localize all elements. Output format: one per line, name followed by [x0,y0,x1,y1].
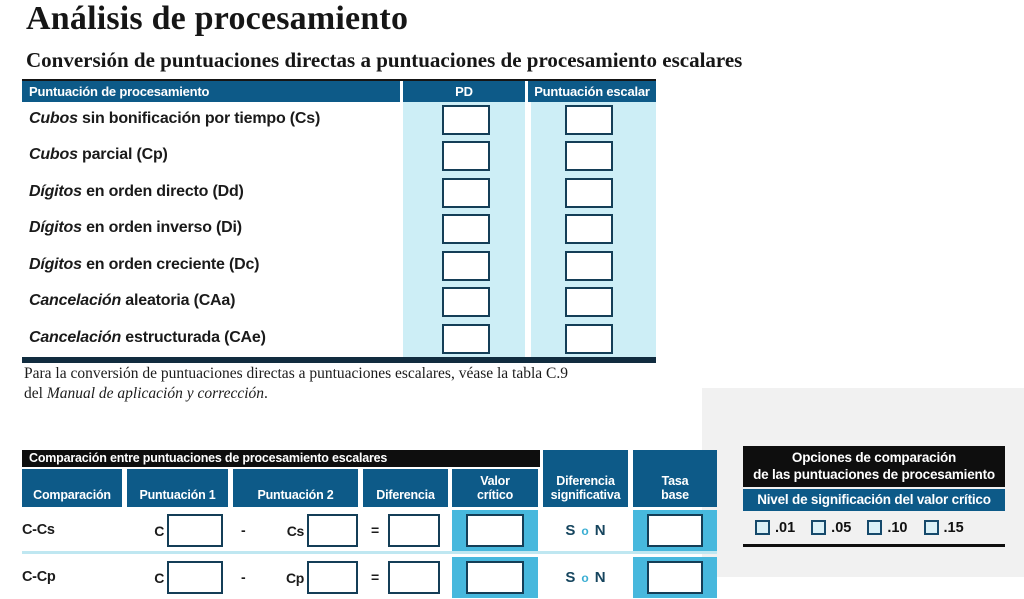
subtest-row-cae [22,321,656,357]
significant-difference-cell [543,509,628,552]
table-bottom-rule [22,357,656,363]
equals-sign: = [371,522,380,538]
subtest-name: Dígitos [29,219,82,237]
significance-checkbox[interactable] [867,520,882,535]
header-text: base [661,488,689,502]
pd-input[interactable] [442,178,490,208]
significance-checkbox[interactable] [924,520,939,535]
critical-value-cell [452,557,538,598]
score1-input[interactable] [167,561,223,594]
base-rate-cell [633,557,717,598]
significance-option-01 [755,520,795,536]
header-text: Valor [480,474,510,488]
subtest-descriptor: en orden creciente (Dc) [81,255,260,273]
subtest-name: Cancelación [29,328,122,346]
conversion-table-body [22,102,656,357]
significance-option-05 [811,520,851,536]
significance-level-label: .01 [775,519,796,536]
score1-prefix: C [154,523,164,539]
options-panel-title [743,446,1005,487]
score2-prefix: Cp [285,570,304,586]
scaled-score-input[interactable] [565,141,613,171]
pd-input[interactable] [442,141,490,171]
subtest-descriptor: aleatoria (CAa) [121,292,236,310]
header-text: Puntuación 1 [139,488,216,502]
significance-level-label: .10 [887,519,908,536]
conversion-footnote [24,364,568,403]
scaled-score-input[interactable] [565,214,613,244]
subtest-label [29,329,266,347]
significant-or-text: o [581,570,589,585]
subtest-row-dc [22,248,656,284]
header-text: Diferencia [376,488,435,502]
pd-input[interactable] [442,287,490,317]
subtest-name: Cubos [29,146,78,164]
footnote-line2-prefix: del [24,384,47,402]
minus-sign: - [241,569,246,585]
header-puntuacion-escalar: Puntuación escalar [534,84,650,99]
footnote-line2-suffix: . [264,384,268,402]
equals-sign: = [371,569,380,585]
comparison-label: C-Cs [22,522,55,538]
header-text: Diferencia [556,474,615,488]
critical-value-input[interactable] [466,561,524,594]
score1-prefix: C [154,570,164,586]
scaled-score-input[interactable] [565,251,613,281]
subtest-label [29,110,320,128]
subtest-name: Dígitos [29,255,82,273]
score2-input[interactable] [307,561,358,594]
significant-yes-option[interactable]: S [565,522,576,539]
scaled-score-input[interactable] [565,287,613,317]
base-rate-cell [633,510,717,551]
scaled-score-input[interactable] [565,324,613,354]
subtest-label [29,256,259,274]
header-pd: PD [400,81,528,102]
subtest-descriptor: estructurada (CAe) [121,328,266,346]
subtest-label [29,183,244,201]
header-puntuacion-1 [127,469,228,507]
significance-checkbox[interactable] [811,520,826,535]
significance-level-header: Nivel de significación del valor crítico [743,489,1005,511]
header-text: Comparación [33,488,111,502]
header-puntuacion-2 [233,469,358,507]
subtest-descriptor: parcial (Cp) [77,146,168,164]
critical-value-input[interactable] [466,514,524,547]
comparison-label: C-Cp [22,569,56,585]
subtest-row-caa [22,284,656,320]
subtest-row-dd [22,175,656,211]
critical-value-cell [452,510,538,551]
options-title-line2: de las puntuaciones de procesamiento [753,466,995,482]
footnote-manual-title: Manual de aplicación y corrección [46,384,265,402]
header-text: Puntuación 2 [257,488,334,502]
score2-prefix: Cs [286,523,304,539]
conversion-table [22,79,656,363]
subtest-label [29,219,242,237]
difference-input[interactable] [388,514,440,547]
significant-no-option[interactable]: N [594,522,606,539]
header-diferencia [363,469,448,507]
subtest-label [29,146,168,164]
options-title-line1: Opciones de comparación [791,450,957,465]
options-panel [743,446,1005,547]
header-text: crítico [476,488,514,502]
subtest-name: Cancelación [29,292,122,310]
significance-level-label: .05 [831,519,852,536]
header-valor-critico [452,469,538,507]
header-diferencia-significativa [543,450,628,507]
difference-input[interactable] [388,561,440,594]
subtest-row-di [22,211,656,247]
header-puntuacion-de-procesamiento: Puntuación de procesamiento [29,84,210,99]
section-subtitle: Conversión de puntuaciones directas a puntuaciones de procesamiento escalares [26,48,743,72]
pd-input[interactable] [442,214,490,244]
significance-option-15 [924,520,964,536]
significant-or-text: o [581,523,589,538]
comparison-row-c-cs [22,509,717,552]
row-separator [22,551,717,554]
subtest-label [29,292,235,310]
significance-checkbox[interactable] [755,520,770,535]
scaled-score-input[interactable] [565,105,613,135]
conversion-table-header [22,79,656,102]
comparison-band-title: Comparación entre puntuaciones de procesamiento escalares [22,450,540,467]
subtest-row-cs [22,102,656,138]
pd-input[interactable] [442,105,490,135]
significance-option-10 [867,520,907,536]
page-title: Análisis de procesamiento [26,0,409,37]
pd-input[interactable] [442,324,490,354]
base-rate-input[interactable] [647,561,703,594]
comparison-row-c-cp [22,556,717,599]
significant-difference-cell [543,556,628,599]
subtest-descriptor: en orden directo (Dd) [81,182,244,200]
header-text: significativa [550,488,621,502]
subtest-name: Cubos [29,110,78,127]
subtest-row-cp [22,138,656,174]
score1-input[interactable] [167,514,223,547]
footnote-line1: Para la conversión de puntuaciones directas a puntuaciones escalares, véase la tabla C.9 [24,365,569,382]
comparison-table [22,450,717,586]
minus-sign: - [241,522,246,538]
significant-no-option[interactable]: N [594,569,606,586]
subtest-descriptor: en orden inverso (Di) [81,219,242,237]
significant-yes-option[interactable]: S [565,569,576,586]
pd-input[interactable] [442,251,490,281]
header-tasa-base [633,450,717,507]
scaled-score-input[interactable] [565,178,613,208]
base-rate-input[interactable] [647,514,703,547]
score2-input[interactable] [307,514,358,547]
header-text: Tasa [661,474,689,488]
subtest-name: Dígitos [29,182,82,200]
options-bottom-rule [743,544,1005,547]
subtest-descriptor: sin bonificación por tiempo (Cs) [77,110,321,127]
header-comparacion [22,469,122,507]
significance-levels-row [743,511,1005,544]
significance-level-label: .15 [943,519,964,536]
